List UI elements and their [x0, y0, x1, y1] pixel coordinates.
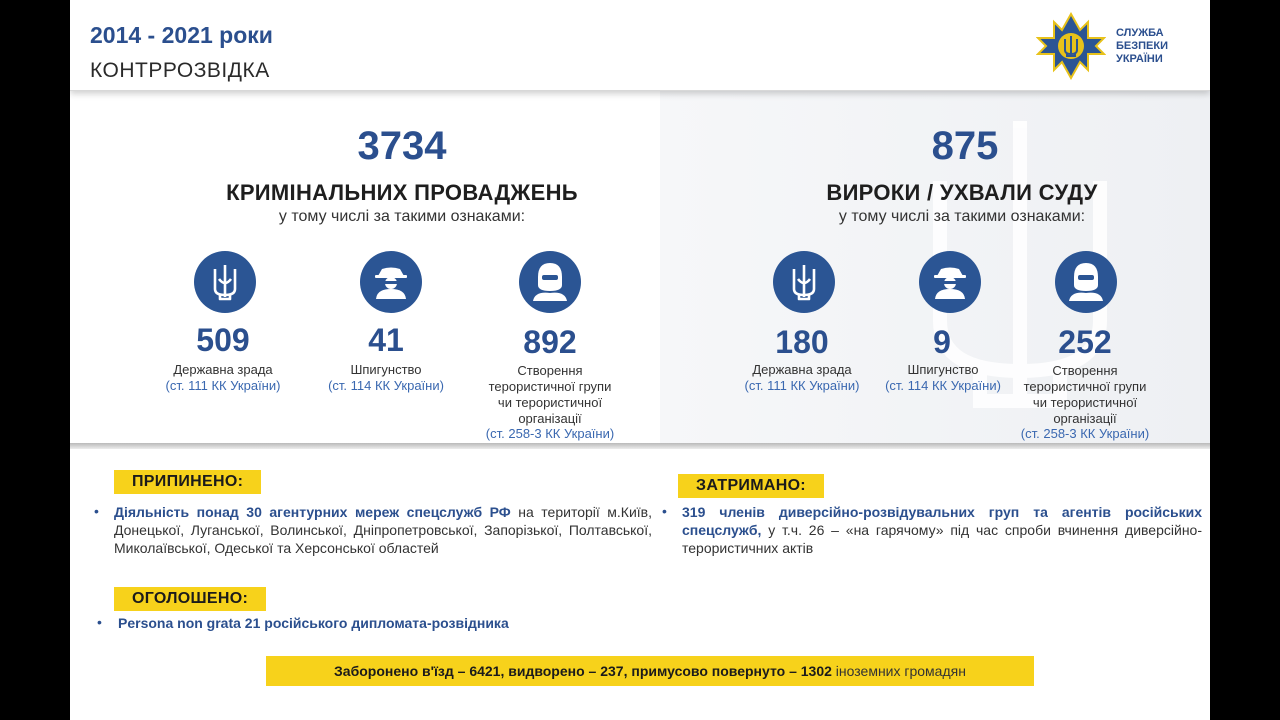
stopped-bullet-bold: Діяльність понад 30 агентурних мереж спецслужб РФ	[114, 504, 511, 520]
treason-label: Державна зрада	[173, 362, 273, 377]
slide-header	[70, 0, 1210, 91]
terror-group-article: (ст. 258-3 КК України)	[485, 426, 615, 441]
espionage-article: (ст. 114 КК України)	[328, 378, 444, 393]
terror-group-label-line: організації	[518, 411, 582, 426]
treason-icon	[194, 251, 256, 313]
detained-bullet-rest: у т.ч. 26 – «на гарячому» під час спроби вчинення диверсійно-терористичних актів	[682, 522, 1202, 556]
spy-icon	[360, 251, 422, 313]
bullet-icon: •	[94, 503, 99, 519]
detained-tag: ЗАТРИМАНО:	[678, 474, 824, 498]
terror-group-label-line: чи терористичної	[497, 395, 603, 410]
bullet-icon: •	[97, 614, 102, 630]
terror-group-label-line: організації	[1053, 411, 1117, 426]
espionage-article: (ст. 114 КК України)	[885, 378, 1001, 393]
stopped-bullet-rest: на території м.Київ, Донецької, Луганської, Волинської, Дніпропетровської, Запорізької, Полтавської, Миколаївської, Одеської та Херсонської областей	[114, 504, 652, 556]
terror-group-label-line: чи терористичної	[1032, 395, 1138, 410]
section-title: КОНТРРОЗВІДКА	[90, 59, 270, 82]
terror-group-cases-count: 892	[523, 324, 577, 360]
terrorism-icon	[1055, 251, 1117, 313]
court-verdicts-title: ВИРОКИ / УХВАЛИ СУДУ	[826, 180, 1098, 205]
espionage-label: Шпигунство	[907, 362, 979, 377]
declared-bullet-bold: Persona non grata 21 російського дипломата-розвідника	[118, 615, 509, 631]
espionage-verdicts-count: 9	[933, 324, 951, 360]
terror-group-label-line: Створення	[1052, 363, 1118, 378]
entry-ban-bold: Заборонено в'їзд – 6421, видворено – 237, примусово повернуто – 1302	[334, 663, 832, 679]
treason-article: (ст. 111 КК України)	[744, 378, 860, 393]
terror-group-article: (ст. 258-3 КК України)	[1020, 426, 1150, 441]
treason-article: (ст. 111 КК України)	[165, 378, 281, 393]
section-divider	[70, 443, 1210, 449]
treason-label: Державна зрада	[752, 362, 852, 377]
criminal-cases-subtitle: у тому числі за такими ознаками:	[278, 208, 526, 225]
court-verdicts-total: 875	[931, 124, 999, 168]
espionage-label: Шпигунство	[350, 362, 422, 377]
stats-panel	[70, 91, 1210, 444]
criminal-cases-total: 3734	[357, 124, 447, 168]
declared-bullet	[118, 614, 588, 632]
slide	[70, 0, 1210, 720]
treason-verdicts-count: 180	[775, 324, 829, 360]
terrorism-icon	[519, 251, 581, 313]
bullet-icon: •	[662, 503, 667, 519]
stopped-bullet	[114, 503, 652, 557]
period-title: 2014 - 2021 роки	[90, 22, 273, 48]
sbu-cross-trident-icon	[1036, 12, 1106, 80]
stopped-tag: ПРИПИНЕНО:	[114, 470, 261, 494]
entry-ban-rest: іноземних громадян	[831, 663, 966, 679]
court-verdicts-subtitle: у тому числі за такими ознаками:	[838, 208, 1086, 225]
terror-group-label-line: терористичної групи	[1023, 379, 1147, 394]
logo-line: БЕЗПЕКИ	[1116, 40, 1168, 52]
logo-text	[1116, 27, 1168, 66]
terror-group-label	[1005, 363, 1165, 427]
espionage-cases-count: 41	[368, 322, 404, 358]
treason-cases-count: 509	[196, 322, 250, 358]
detained-bullet	[682, 503, 1202, 557]
spy-icon	[919, 251, 981, 313]
declared-tag: ОГОЛОШЕНО:	[114, 587, 266, 611]
terror-group-label	[470, 363, 630, 427]
logo-line: УКРАЇНИ	[1116, 53, 1163, 65]
treason-icon	[773, 251, 835, 313]
logo-line: СЛУЖБА	[1116, 27, 1164, 39]
detained-bullet-bold: 319 членів диверсійно-розвідувальних груп та агентів російських спецслужб,	[682, 504, 1202, 538]
criminal-cases-title: КРИМІНАЛЬНИХ ПРОВАДЖЕНЬ	[226, 180, 578, 205]
entry-ban-summary	[266, 656, 1034, 686]
terror-group-label-line: Створення	[517, 363, 583, 378]
terror-group-verdicts-count: 252	[1058, 324, 1112, 360]
terror-group-label-line: терористичної групи	[488, 379, 612, 394]
